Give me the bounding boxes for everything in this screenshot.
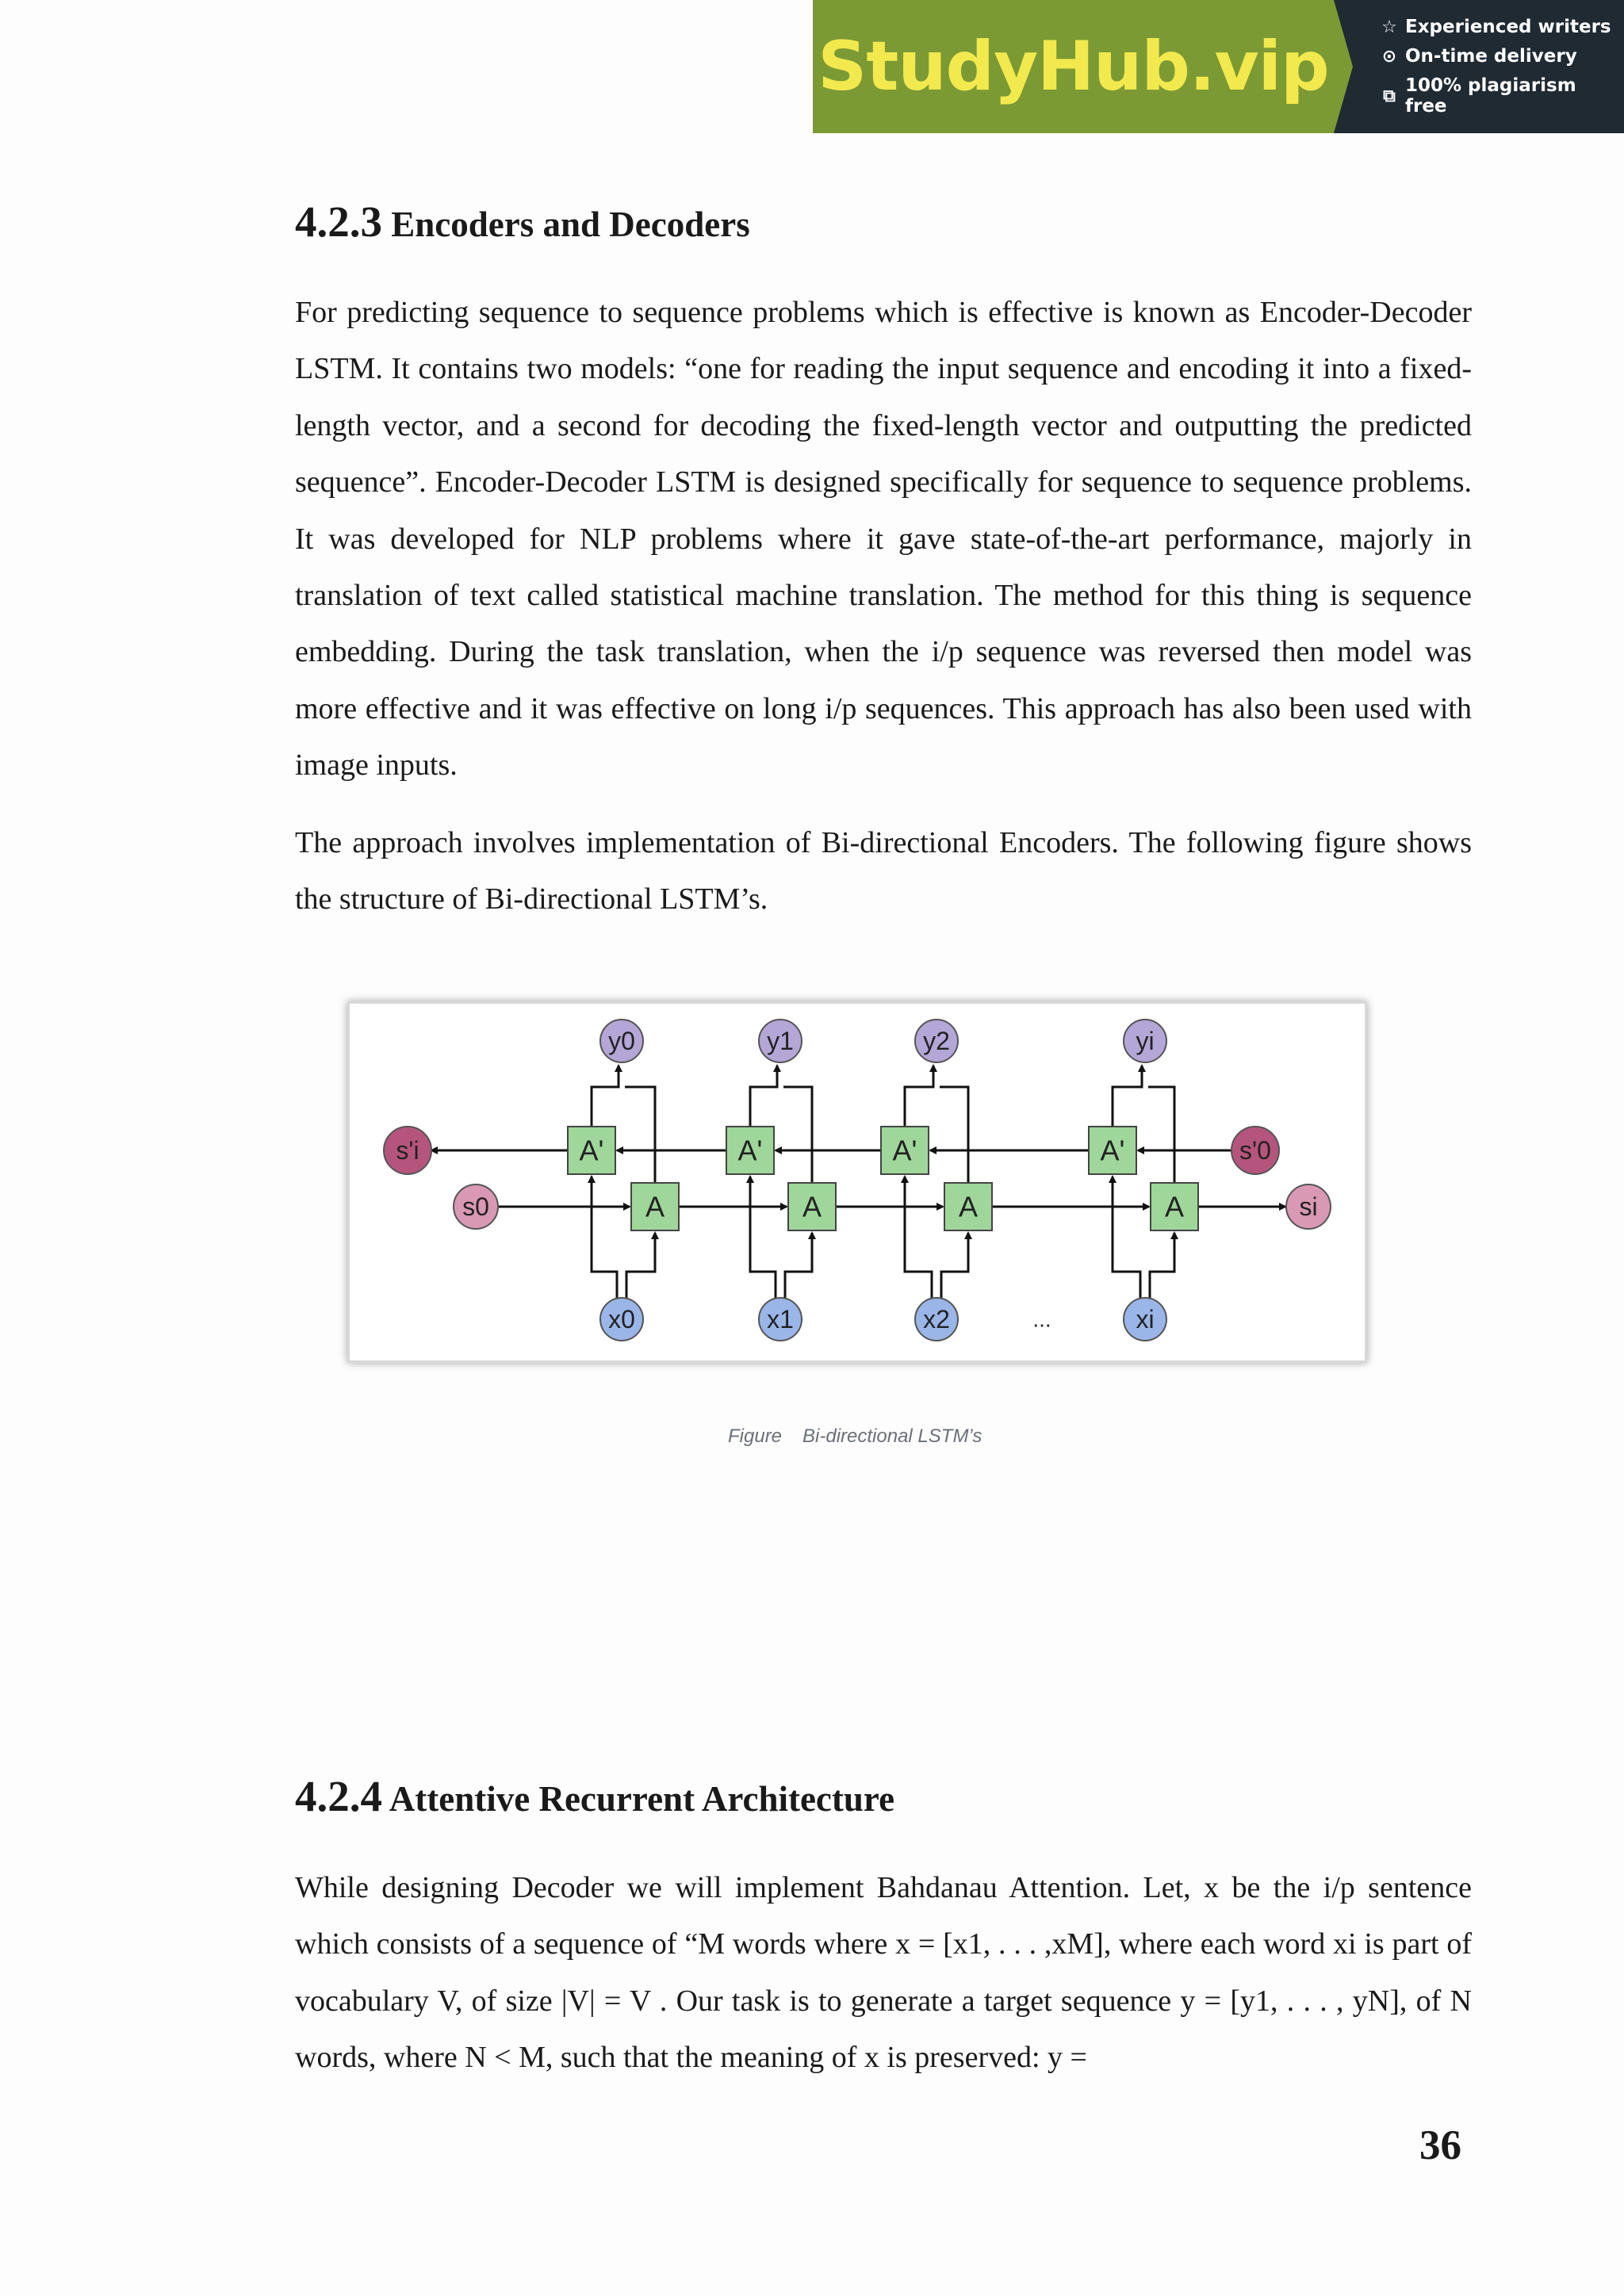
forward-start-state-label: s0 — [462, 1192, 489, 1221]
figure-caption — [728, 1425, 982, 1448]
backward-cell-label: A' — [892, 1134, 917, 1167]
backward-start-state — [1231, 1127, 1279, 1174]
studyhub-banner[interactable] — [813, 0, 1624, 133]
backward-cell — [568, 1127, 615, 1174]
forward-cell-label: A — [958, 1190, 979, 1223]
brand-logo[interactable] — [813, 0, 1334, 133]
forward-start-state — [454, 1184, 498, 1229]
output-edge — [905, 1066, 933, 1127]
input-node-label: x2 — [923, 1305, 950, 1334]
bidirectional-lstm-diagram — [350, 1004, 1360, 1356]
paragraph-text: For predicting sequence to sequence problems which is effective is known as Encoder-Decoder LSTM. It contains two models: “one for reading the input sequence and encoding it into a fixed-length vector, and a second for decoding the fixed-length vector and outputting the predicted sequence”. Encoder-Decoder LSTM is designed specifically for sequence to sequence problems. It was developed for NLP problems where it gave state-of-the-art performance, majorly in translation of text called statistical machine translation. The method for this thing is sequence embedding. During the task translation, when the i/p sequence was reversed then model was more effective and it was effective on long i/p sequences. This approach has also been used with image inputs. — [295, 296, 1472, 783]
backward-cell-label: A' — [737, 1134, 763, 1167]
backward-cell-label: A' — [579, 1134, 604, 1167]
input-node — [1124, 1298, 1166, 1341]
backward-cell-label: A' — [1100, 1134, 1125, 1167]
forward-end-state — [1286, 1184, 1331, 1229]
input-node-label: xi — [1136, 1305, 1155, 1334]
forward-cell — [631, 1183, 679, 1230]
paragraph-encoder-decoder — [295, 285, 1472, 794]
output-node — [1124, 1020, 1166, 1062]
section-heading-attentive-recurrent — [295, 1771, 894, 1821]
input-node-label: x1 — [767, 1305, 794, 1334]
input-node — [915, 1298, 958, 1341]
section-title: Encoders and Decoders — [391, 205, 750, 244]
paragraph-bahdanau-attention — [295, 1860, 1472, 2087]
section-number: 4.2.3 — [295, 197, 382, 246]
input-node — [600, 1298, 643, 1341]
output-edge — [1113, 1066, 1142, 1127]
forward-cell — [788, 1183, 836, 1230]
input-edge — [750, 1177, 776, 1298]
backward-cell — [726, 1127, 774, 1174]
brand-name: StudyHub.vip — [818, 27, 1329, 106]
copy-icon: ⧉ — [1383, 86, 1396, 106]
input-edge — [626, 1233, 655, 1298]
forward-cell — [1151, 1183, 1198, 1230]
backward-cell — [1089, 1127, 1136, 1174]
input-edge — [1150, 1233, 1174, 1298]
output-edge — [783, 1087, 812, 1183]
feature-experienced-writers — [1380, 17, 1624, 37]
output-node-label: y2 — [923, 1027, 950, 1055]
input-edge — [1113, 1177, 1140, 1298]
feature-label: Experienced writers — [1405, 17, 1611, 37]
input-node-label: x0 — [608, 1305, 635, 1334]
output-node-label: y0 — [608, 1027, 635, 1055]
output-node — [600, 1020, 643, 1062]
forward-cell-label: A — [802, 1190, 822, 1223]
output-edge — [940, 1087, 968, 1183]
output-edge — [625, 1087, 655, 1183]
forward-end-state-label: si — [1299, 1192, 1318, 1221]
paragraph-text: While designing Decoder we will implement Bahdanau Attention. Let, x be the i/p sentence which consists of a sequence of “M words where x = [x1, . . . ,xM], where each word xi is part of vocabulary V, of size |V| = V . Our task is to generate a target sequence y = [y1, . . . , yN], of N words, where N < M, such that the meaning of x is preserved: y = — [295, 1871, 1472, 2075]
input-edge — [592, 1177, 617, 1298]
output-node-label: y1 — [767, 1027, 794, 1055]
section-title: Attentive Recurrent Architecture — [389, 1779, 895, 1819]
caption-text: Bi-directional LSTM’s — [802, 1425, 982, 1447]
output-edge — [1148, 1087, 1174, 1183]
feature-label: 100% plagiarism free — [1404, 75, 1576, 117]
input-edge — [785, 1233, 812, 1298]
feature-on-time-delivery — [1380, 46, 1624, 67]
backward-cell — [881, 1127, 929, 1174]
input-node — [759, 1298, 802, 1341]
star-icon: ☆ — [1381, 17, 1397, 37]
section-heading-encoders-decoders — [295, 197, 750, 247]
section-number: 4.2.4 — [295, 1772, 382, 1820]
backward-end-state-label: s'i — [396, 1136, 419, 1165]
forward-cell-label: A — [645, 1190, 665, 1223]
caption-label: Figure — [728, 1425, 783, 1447]
input-edge — [905, 1177, 932, 1298]
feature-plagiarism-free — [1380, 75, 1624, 117]
output-edge — [592, 1066, 619, 1127]
paragraph-bidirectional-intro — [295, 815, 1472, 928]
feature-label: On-time delivery — [1405, 46, 1577, 67]
clock-icon: ⊙ — [1381, 46, 1397, 67]
ellipsis: ... — [1032, 1307, 1051, 1332]
input-edge — [941, 1233, 968, 1298]
backward-start-state-label: s'0 — [1239, 1136, 1271, 1165]
output-node — [759, 1020, 802, 1062]
output-node-label: yi — [1136, 1027, 1155, 1055]
forward-cell — [944, 1183, 992, 1230]
forward-cell-label: A — [1164, 1190, 1185, 1223]
output-node — [915, 1020, 958, 1062]
paragraph-text: The approach involves implementation of Bi-directional Encoders. The following figure shows the structure of Bi-directional LSTM’s. — [295, 826, 1472, 916]
page-number: 36 — [1419, 2122, 1461, 2168]
backward-end-state — [384, 1127, 431, 1174]
output-edge — [750, 1066, 777, 1127]
feature-list — [1334, 0, 1624, 133]
bidirectional-lstm-figure — [347, 1001, 1367, 1363]
